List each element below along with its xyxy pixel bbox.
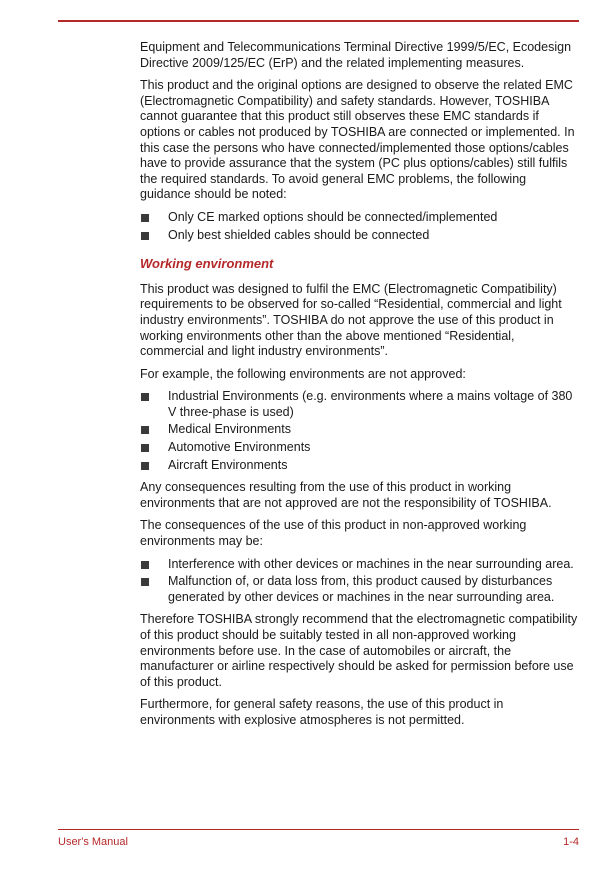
list-item bbox=[140, 228, 580, 244]
consequences-list bbox=[140, 557, 580, 606]
list-item bbox=[140, 557, 580, 573]
list-item bbox=[140, 574, 580, 605]
header-rule bbox=[58, 20, 579, 22]
list-item bbox=[140, 422, 580, 438]
environments-list bbox=[140, 389, 580, 473]
list-item-text: Interference with other devices or machines in the near surrounding area. bbox=[168, 556, 574, 571]
square-bullet-icon bbox=[141, 214, 149, 222]
footer-rule bbox=[58, 829, 579, 830]
list-item-text: Only CE marked options should be connected/implemented bbox=[168, 209, 498, 224]
square-bullet-icon bbox=[141, 578, 149, 586]
list-item bbox=[140, 458, 580, 474]
list-item-text: Only best shielded cables should be connected bbox=[168, 227, 430, 242]
paragraph-emc-requirements: This product was designed to fulfil the EMC (Electromagnetic Compatibility) requirements to be observed for so-called “Residential, commercial and light industry environments”. TOSHIBA do not approve the use of this product in working environments other than the above mentioned “Residential, commercial and light industry environments”. bbox=[140, 281, 562, 359]
list-item bbox=[140, 440, 580, 456]
paragraph-responsibility: Any consequences resulting from the use of this product in working environments that are not approved are not the responsibility of TOSHIBA. bbox=[140, 480, 552, 510]
list-item-text: Malfunction of, or data loss from, this product caused by disturbances generated by other devices or machines in the near surrounding area. bbox=[168, 574, 555, 604]
guidance-list bbox=[140, 210, 580, 243]
footer-manual-title: User's Manual bbox=[58, 836, 128, 848]
paragraph-emc-standards: This product and the original options are designed to observe the related EMC (Electromagnetic Compatibility) and safety standards. However, TOSHIBA cannot guarantee that this product still observes these EMC standards if options or cables not produced by TOSHIBA are connected or implemented. In this case the persons who have connected/implemented those options/cables have to provide assurance that the system (PC plus options/cables) still fulfils the required standards. To avoid general EMC problems, the following guidance should be noted: bbox=[140, 78, 575, 202]
paragraph-consequences-intro: The consequences of the use of this product in non-approved working environments may be: bbox=[140, 518, 527, 549]
paragraph-not-approved-intro: For example, the following environments are not approved: bbox=[140, 366, 466, 381]
square-bullet-icon bbox=[141, 393, 149, 401]
footer-page-number: 1-4 bbox=[563, 836, 579, 848]
square-bullet-icon bbox=[141, 561, 149, 569]
square-bullet-icon bbox=[141, 444, 149, 452]
list-item-text: Medical Environments bbox=[168, 422, 291, 437]
square-bullet-icon bbox=[141, 232, 149, 240]
list-item-text: Automotive Environments bbox=[168, 440, 311, 455]
paragraph-directives: Equipment and Telecommunications Terminal Directive 1999/5/EC, Ecodesign Directive 2009/125/EC (ErP) and the related implementing measures. bbox=[140, 40, 572, 70]
list-item-text: Industrial Environments (e.g. environments where a mains voltage of 380 V three-phase is used) bbox=[168, 389, 573, 419]
square-bullet-icon bbox=[141, 426, 149, 434]
page-body bbox=[140, 40, 580, 736]
list-item-text: Aircraft Environments bbox=[168, 457, 288, 472]
square-bullet-icon bbox=[141, 462, 149, 470]
list-item bbox=[140, 389, 580, 420]
paragraph-explosive-atmospheres: Furthermore, for general safety reasons, the use of this product in environments with explosive atmospheres is not permitted. bbox=[140, 697, 504, 727]
paragraph-testing-recommendation: Therefore TOSHIBA strongly recommend that the electromagnetic compatibility of this product should be suitably tested in all non-approved working environments before use. In the case of automobiles or aircraft, the manufacturer or airline respectively should be asked for permission before use of this product. bbox=[140, 612, 578, 689]
list-item bbox=[140, 210, 580, 226]
section-heading-working-environment: Working environment bbox=[140, 256, 274, 272]
